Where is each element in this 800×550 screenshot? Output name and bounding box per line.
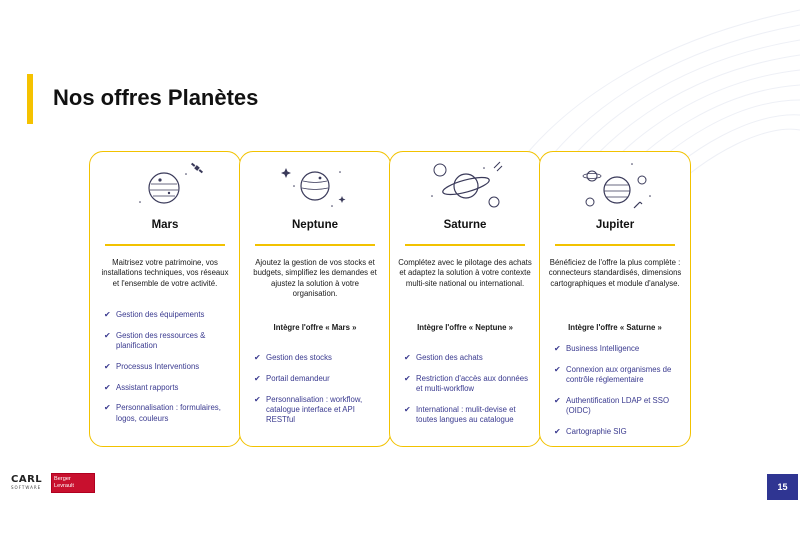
logo-brand: CARL <box>11 474 43 485</box>
feature-list <box>554 344 684 448</box>
list-item: ✔ Cartographie SIG <box>554 426 627 436</box>
carl-software-logo <box>9 473 49 493</box>
list-item: ✔ Processus Interventions <box>104 361 200 371</box>
integrates-label: Intègre l'offre « Neptune » <box>417 323 513 332</box>
check-icon: ✔ <box>104 403 111 413</box>
card-description: Maitrisez votre patrimoine, vos installations techniques, vos réseaux et l'ensemble de votre activité. <box>101 258 229 288</box>
card-jupiter <box>539 151 691 447</box>
check-icon: ✔ <box>104 330 111 340</box>
card-title: Neptune <box>292 219 338 231</box>
card-divider <box>405 244 525 246</box>
partner-line-1: Berger <box>54 476 71 482</box>
card-neptune <box>239 151 391 447</box>
card-title: Mars <box>151 219 179 231</box>
check-icon: ✔ <box>254 394 261 404</box>
integrates-label: Intègre l'offre « Saturne » <box>568 323 662 332</box>
list-item: ✔ Gestion des équipements <box>104 310 205 319</box>
slide-title: Nos offres Planètes <box>53 85 259 110</box>
check-icon: ✔ <box>554 395 561 405</box>
partner-line-2: Levrault <box>54 483 74 489</box>
feature-list <box>404 353 534 436</box>
list-item: ✔ Authentification LDAP et SSO (OIDC) <box>554 395 670 415</box>
card-title: Saturne <box>443 219 487 231</box>
planet-saturn-icon <box>420 156 512 216</box>
card-title: Jupiter <box>595 219 635 231</box>
card-divider <box>555 244 675 246</box>
page-number: 15 <box>767 474 798 500</box>
check-icon: ✔ <box>404 373 411 383</box>
list-item: ✔ Gestion des ressources & planification <box>104 330 206 350</box>
list-item: ✔ Gestion des stocks <box>254 353 332 362</box>
check-icon: ✔ <box>404 404 411 414</box>
list-item: ✔ Personnalisation : workflow, catalogue interface et API RESTful <box>254 394 363 424</box>
check-icon: ✔ <box>104 361 111 371</box>
list-item: ✔ Gestion des achats <box>404 353 483 362</box>
list-item: ✔ Business Intelligence <box>554 344 640 353</box>
check-icon: ✔ <box>104 310 111 319</box>
feature-list <box>104 310 234 434</box>
check-icon: ✔ <box>254 353 261 362</box>
check-icon: ✔ <box>404 353 411 362</box>
logo-brand-sub: SOFTWARE <box>11 485 42 490</box>
card-divider <box>255 244 375 246</box>
planet-jupiter-icon <box>570 156 662 216</box>
list-item: ✔ Restriction d'accès aux données et multi-workflow <box>404 373 529 393</box>
card-divider <box>105 244 225 246</box>
feature-list <box>254 353 384 436</box>
check-icon: ✔ <box>104 382 111 392</box>
check-icon: ✔ <box>554 426 561 436</box>
card-description: Ajoutez la gestion de vos stocks et budgets, simplifiez les demandes et ajustez la solution à votre organisation. <box>253 258 377 299</box>
check-icon: ✔ <box>554 364 561 374</box>
integrates-label: Intègre l'offre « Mars » <box>273 323 357 332</box>
list-item: ✔ Personnalisation : formulaires, logos, couleurs <box>104 403 221 423</box>
card-description: Complétez avec le pilotage des achats et adaptez la solution à votre contexte multi-site national ou international. <box>398 258 532 288</box>
list-item: ✔ International : mulit-devise et toutes langues au catalogue <box>404 404 516 424</box>
list-item: ✔ Assistant rapports <box>104 382 179 392</box>
card-saturne <box>389 151 541 447</box>
check-icon: ✔ <box>554 344 561 353</box>
list-item: ✔ Portail demandeur <box>254 373 330 383</box>
offers-cards <box>89 151 691 447</box>
card-mars <box>89 151 241 447</box>
planet-mars-icon <box>120 156 212 216</box>
title-accent-bar <box>27 74 33 124</box>
berger-levrault-logo <box>51 473 95 493</box>
company-logo <box>9 473 95 493</box>
check-icon: ✔ <box>254 373 261 383</box>
list-item: ✔ Connexion aux organismes de contrôle réglementaire <box>554 364 672 384</box>
planet-neptune-icon <box>270 156 362 216</box>
card-description: Bénéficiez de l'offre la plus complète : connecteurs standardisés, dimensions cartographiques et module d'analyse. <box>548 258 682 288</box>
